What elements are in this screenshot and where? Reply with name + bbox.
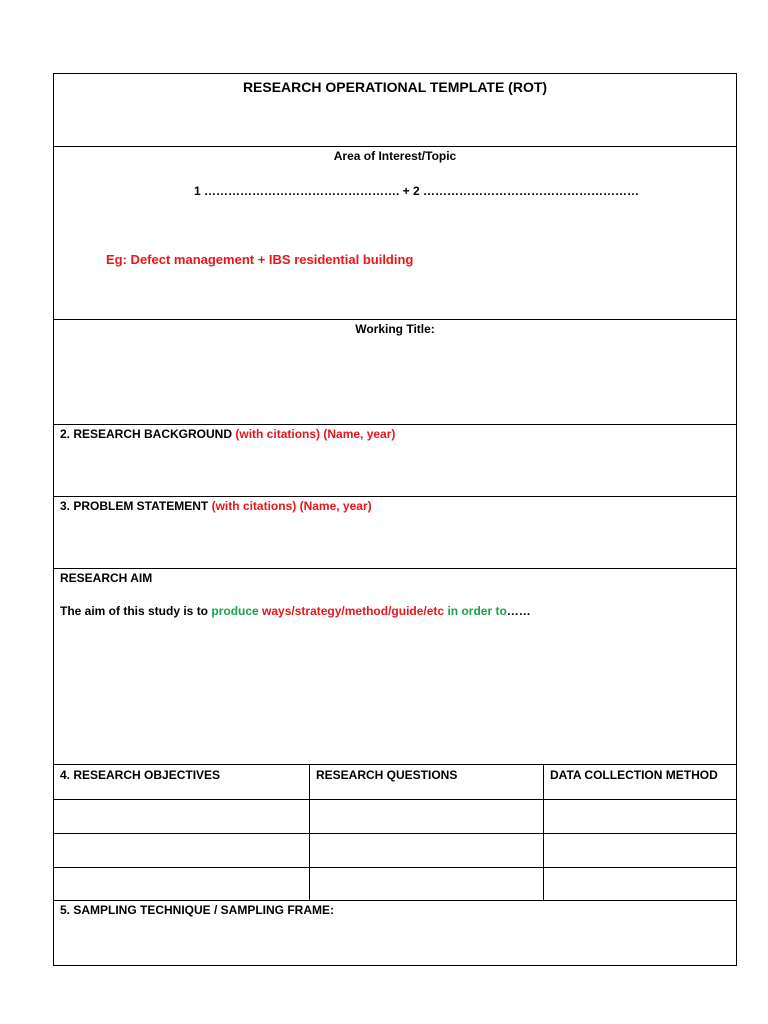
divider bbox=[53, 496, 737, 497]
aim-options: ways/strategy/method/guide/etc bbox=[262, 604, 445, 618]
area-fill-line: 1 …………………………………………. + 2 ……………………………………………… bbox=[194, 184, 640, 198]
divider bbox=[53, 867, 737, 868]
divider bbox=[53, 146, 737, 147]
sampling-heading: 5. SAMPLING TECHNIQUE / SAMPLING FRAME: bbox=[60, 903, 335, 917]
working-title-heading: Working Title: bbox=[355, 322, 435, 336]
divider bbox=[53, 900, 737, 901]
divider bbox=[53, 568, 737, 569]
aim-sentence-start: The aim of this study is to bbox=[60, 604, 209, 618]
divider bbox=[53, 764, 737, 765]
aim-ellipsis: …… bbox=[506, 604, 531, 618]
area-heading: Area of Interest/Topic bbox=[333, 149, 457, 163]
research-aim-sentence bbox=[60, 604, 531, 618]
divider bbox=[53, 799, 737, 800]
divider bbox=[53, 319, 737, 320]
problem-statement-label: 3. PROBLEM STATEMENT bbox=[60, 499, 209, 513]
research-background-heading bbox=[60, 427, 395, 441]
research-background-label: 2. RESEARCH BACKGROUND bbox=[60, 427, 233, 441]
area-example: Eg: Defect management + IBS residential building bbox=[106, 252, 414, 267]
table-column-divider bbox=[543, 764, 544, 900]
table-header-questions: RESEARCH QUESTIONS bbox=[316, 768, 458, 782]
table-header-objectives: 4. RESEARCH OBJECTIVES bbox=[60, 768, 221, 782]
page-title: RESEARCH OPERATIONAL TEMPLATE (ROT) bbox=[242, 79, 548, 95]
problem-statement-heading bbox=[60, 499, 372, 513]
table-header-data-collection: DATA COLLECTION METHOD bbox=[550, 768, 718, 782]
aim-in-order-to: in order to bbox=[447, 604, 507, 618]
aim-produce: produce bbox=[211, 604, 259, 618]
research-aim-heading: RESEARCH AIM bbox=[60, 571, 153, 585]
table-column-divider bbox=[309, 764, 310, 900]
divider bbox=[53, 424, 737, 425]
divider bbox=[53, 833, 737, 834]
problem-statement-hint: (with citations) (Name, year) bbox=[211, 499, 372, 513]
research-background-hint: (with citations) (Name, year) bbox=[235, 427, 396, 441]
